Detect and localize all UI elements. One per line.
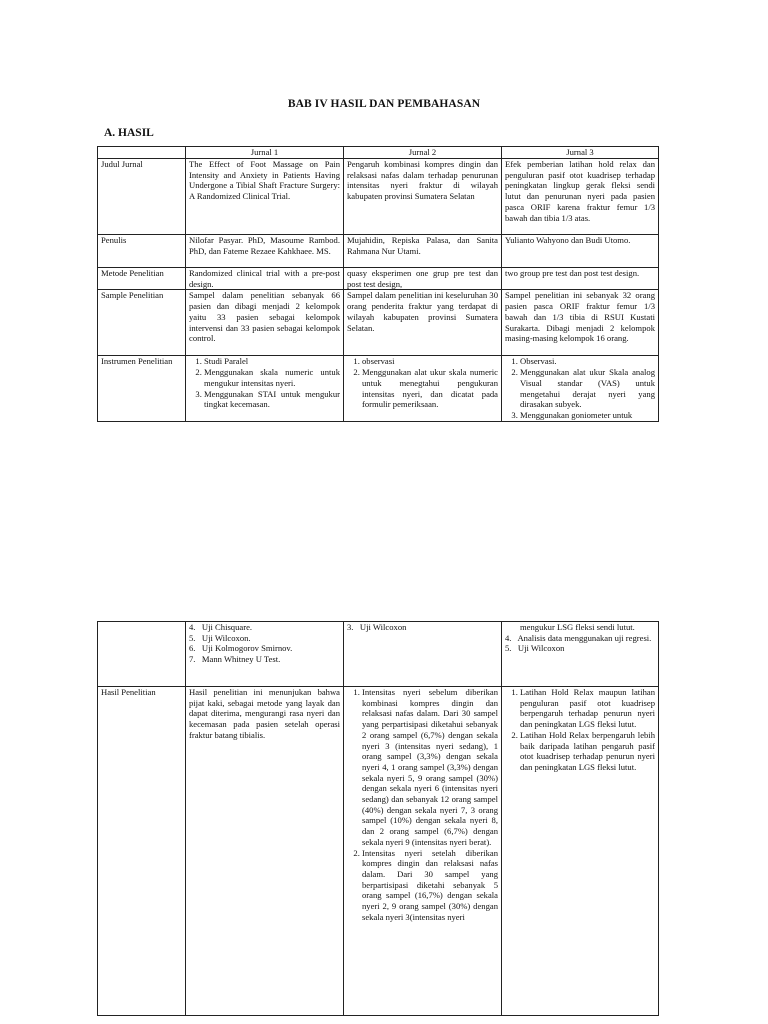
list-item: 5. Uji Wilcoxon. (189, 632, 251, 643)
instrument-list (505, 356, 655, 420)
table-cell (186, 356, 344, 421)
table-row (98, 159, 659, 235)
table-cell: quasy eksperimen one grup pre test dan post test design, (344, 268, 502, 290)
list-item: 2. Latihan Hold Relax berpengaruh lebih baik daripada latihan pengaruh pasif otot kuadrisep terhadap penurun nyeri dan peningkatan LGS fleksi lutut. (520, 730, 655, 773)
list-item: 3. Menggunakan STAI untuk mengukur tingkat kecemasan. (204, 389, 340, 410)
table-cell (502, 687, 659, 1016)
table-cell (344, 622, 502, 687)
analysis-list (347, 622, 498, 633)
table-row (98, 268, 659, 290)
list-item: 2. Menggunakan skala numeric untuk mengukur intensitas nyeri. (204, 367, 340, 388)
analysis-list (505, 633, 655, 654)
header-empty (98, 147, 186, 159)
list-item: 6. Uji Kolmogorov Smirnov. (189, 643, 293, 654)
journal-comparison-table (97, 146, 659, 422)
row-label: Instrumen Penelitian (98, 356, 186, 421)
table-cell: Pengaruh kombinasi kompres dingin dan relaksasi nafas dalam terhadap penurunan intensitas nyeri fraktur di wilayah kabupaten provinsi Sumatera Selatan (344, 159, 502, 235)
table-cell: Mujahidin, Repiska Palasa, dan Sanita Rahmana Nur Utami. (344, 235, 502, 268)
analysis-list (189, 622, 340, 665)
result-list (505, 687, 655, 773)
table-cell (344, 687, 502, 1016)
table-row (98, 356, 659, 421)
header-jurnal-1: Jurnal 1 (186, 147, 344, 159)
row-label: Penulis (98, 235, 186, 268)
table-cell: The Effect of Foot Massage on Pain Intensity and Anxiety in Patients Having Undergone a Tibial Shaft Fracture Surgery: A Randomized Clinical Trial. (186, 159, 344, 235)
list-item: 1. observasi (362, 356, 498, 367)
list-item: 1. Intensitas nyeri sebelum diberikan kombinasi kompres dingin dan relaksasi nafas dalam. Dari 30 sampel yang perpartisipasi diketahui sebanyak 2 orang sampel (6,7%) dengan sekala nyeri 3 (intensitas nyeri sedang), 1 orang sampel (3,3%) dengan sekala nyeri 4, 1 orang sampel (3,3%) dengan sekala nyeri 5, 9 orang sampel (30%) dengan sekala nyeri 6 (intensitas nyeri sedang) dan sebanyak 12 orang sampel (40%) dengan sekala nyeri 7, 3 orang sampel (10%) dengan sekala nyeri 8, dan 2 orang sampel (6,7%) dengan sekala nyeri 9 (intensitas nyeri berat). (362, 687, 498, 848)
table-cell: two group pre test dan post test design. (502, 268, 659, 290)
list-item: 2. Intensitas nyeri setelah diberikan kompres dingin dan relaksasi nafas dalam. Dari 30 sampel yang berpartisipasi diketahi sebanyak 5 orang sampel (16,7%) dengan sekala nyeri 2, 9 orang sampel (30%) dengan sekala nyeri 3(intensitas nyeri (362, 848, 498, 923)
row-label: Metode Penelitian (98, 268, 186, 290)
page-title: BAB IV HASIL DAN PEMBAHASAN (287, 98, 481, 110)
section-heading: A. HASIL (104, 127, 154, 139)
table-cell (344, 356, 502, 421)
table-cell: Sampel dalam penelitian sebanyak 66 pasien dan dibagi menjadi 2 kelompok yaitu 33 pasien sebagai kelompok intervensi dan 33 pasien sebagai kelompok control. (186, 290, 344, 356)
list-item: 2. Menggunakan alat ukur Skala analog Visual standar (VAS) untuk mengetahui derajat nyeri yang dirasakan subyek. (520, 367, 655, 410)
table-cell: Yulianto Wahyono dan Budi Utomo. (502, 235, 659, 268)
table-header-row (98, 147, 659, 159)
list-item: 7. Mann Whitney U Test. (189, 654, 281, 665)
table-cell: Nilofar Pasyar. PhD, Masoume Rambod. PhD, dan Fateme Rezaee Kahkhaee. MS. (186, 235, 344, 268)
row-label: Hasil Penelitian (98, 687, 186, 1016)
table-cell: Sampel penelitian ini sebanyak 32 orang pasien pasca ORIF fraktur femur 1/3 bawah dan 1/3 tibia di RSUI Kustati Surakarta. Dibagi menjadi 2 kelompok masing-masing kelompok 16 orang. (502, 290, 659, 356)
continued-text: mengukur LSG fleksi sendi lutut. (520, 622, 635, 632)
list-item: 3. Uji Wilcoxon (347, 622, 407, 632)
header-jurnal-3: Jurnal 3 (502, 147, 659, 159)
table-cell (502, 622, 659, 687)
instrument-list (347, 356, 498, 410)
list-item: 5. Uji Wilcoxon (505, 643, 565, 654)
table-cell: Efek pemberian latihan hold relax dan penguluran pasif otot kuadrisep terhadap peningkatan lingkup gerak fleksi sendi lutut dan penurunan nyeri pada pasien pasca ORIF karena fraktur femur 1/3 bawah dan tibia 1/3 atas. (502, 159, 659, 235)
row-label: Sample Penelitian (98, 290, 186, 356)
journal-comparison-table-continued (97, 621, 659, 1016)
row-label (98, 622, 186, 687)
list-item: 4. Analisis data menggunakan uji regresi. (505, 632, 652, 643)
table-cell: Sampel dalam penelitian ini keseluruhan 30 orang penderita fraktur yang terdapat di wilayah kabupaten provinsi Sumatera Selatan. (344, 290, 502, 356)
list-item: 2. Menggunakan alat ukur skala numeric untuk menegtahui pengukuran intensitas nyeri, dan dicatat pada formulir pemeriksaan. (362, 367, 498, 410)
table-cell (502, 356, 659, 421)
instrument-list (189, 356, 340, 410)
list-item: 1. Studi Paralel (204, 356, 340, 367)
table-row (98, 290, 659, 356)
row-label: Judul Jurnal (98, 159, 186, 235)
table-row (98, 235, 659, 268)
list-item: 1. Latihan Hold Relax maupun latihan penguluran pasif otot kuadrisep berpengaruh terhadap penurun nyeri dan peningkatan LGS fleksi lutut. (520, 687, 655, 730)
list-item: 3. Menggunakan goniometer untuk (520, 410, 655, 421)
table-row (98, 687, 659, 1016)
list-item: 1. Observasi. (520, 356, 655, 367)
table-cell: Hasil penelitian ini menunjukan bahwa pijat kaki, sebagai metode yang layak dan dapat diterima, mengurangi rasa nyeri dan kecemasan pada pasien setelah operasi fraktur batang tibialis. (186, 687, 344, 1016)
list-item: 4. Uji Chisquare. (189, 622, 253, 632)
result-list (347, 687, 498, 922)
table-cell: Randomized clinical trial with a pre-post design. (186, 268, 344, 290)
table-row (98, 622, 659, 687)
header-jurnal-2: Jurnal 2 (344, 147, 502, 159)
table-cell (186, 622, 344, 687)
